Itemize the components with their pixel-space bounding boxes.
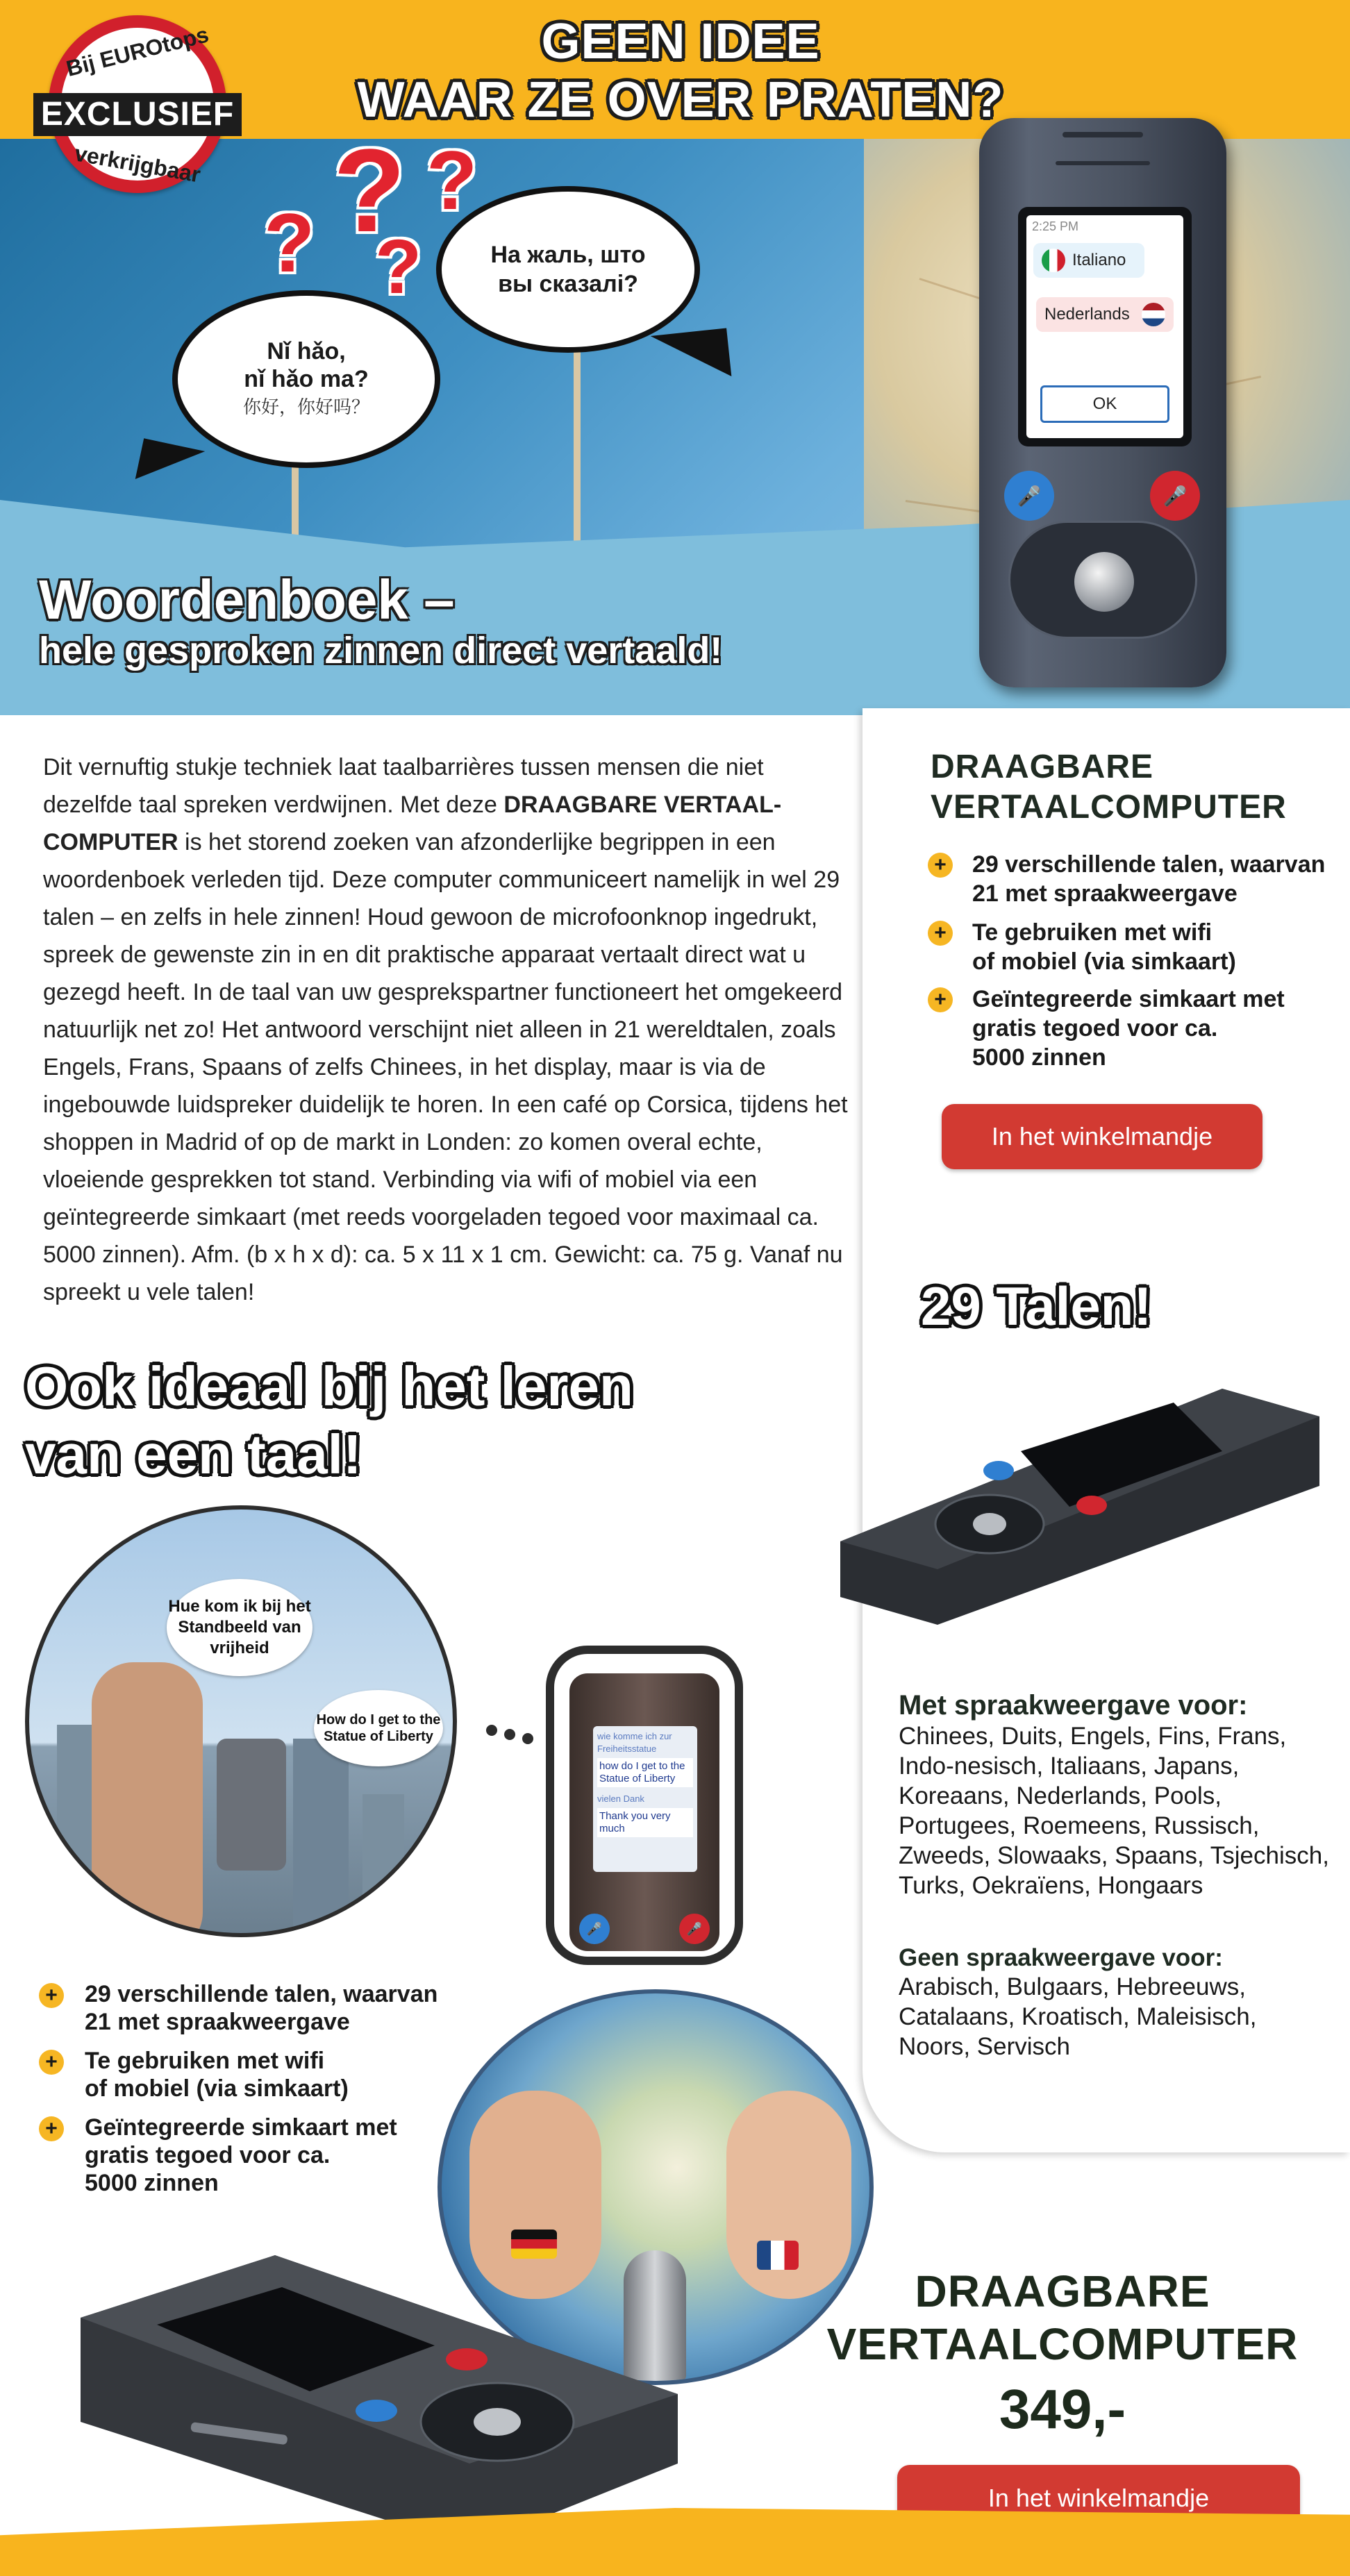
- netherlands-flag-icon: [1142, 303, 1165, 326]
- feature-item: + Geïntegreerde simkaart met gratis tegoed voor ca. 5000 zinnen: [928, 985, 1285, 1072]
- plus-icon: +: [928, 987, 953, 1012]
- translator-device-image: [979, 118, 1226, 687]
- bubble-text: nǐ hǎo ma?: [244, 366, 369, 392]
- french-flag-icon: [757, 2241, 799, 2270]
- speech-bubble-chinese: [172, 290, 440, 468]
- translator-device-side-image: [833, 1375, 1319, 1625]
- microphone-blue-button[interactable]: 🎤: [1004, 471, 1054, 521]
- bubble-tail: [651, 328, 732, 384]
- bubble-text: Nǐ hǎo,: [267, 338, 346, 365]
- plus-icon: +: [39, 2116, 64, 2141]
- connector-dots: [486, 1722, 549, 1736]
- question-mark-icon: ?: [426, 134, 478, 227]
- question-mark-icon: ?: [333, 125, 406, 257]
- ok-button[interactable]: OK: [1040, 385, 1169, 423]
- device-speaker: [1056, 161, 1150, 165]
- question-mark-icon: ?: [375, 224, 422, 310]
- hero-title: GEEN IDEE WAAR ZE OVER PRATEN?: [357, 14, 1004, 128]
- no-speech-languages-heading: Geen spraakweergave voor:: [899, 1944, 1223, 1971]
- description-highlight: DRAAGBARE VERTAAL-COMPUTER: [43, 792, 782, 855]
- feature-item: + 29 verschillende talen, waarvan 21 met spraakweergave: [39, 1980, 438, 2036]
- navigation-pad[interactable]: [1008, 521, 1197, 639]
- add-to-cart-button[interactable]: In het winkelmandje: [942, 1104, 1262, 1169]
- device-body: [569, 1673, 719, 1951]
- person-silhouette: [92, 1662, 203, 1937]
- feature-item: + 29 verschillende talen, waarvan 21 met spraakweergave: [928, 850, 1325, 908]
- learning-title: Ook ideaal bij het leren van een taal!: [25, 1355, 633, 1485]
- speech-languages-heading: Met spraakweergave voor:: [899, 1690, 1248, 1721]
- price: 349,-: [999, 2378, 1126, 2440]
- device-screen: [1018, 207, 1192, 446]
- feature-item: + Geïntegreerde simkaart met gratis tegoed voor ca. 5000 zinnen: [39, 2114, 397, 2197]
- bubble-text: вы сказалі?: [498, 271, 638, 297]
- speech-languages-block: [899, 1690, 1329, 1900]
- device-chat-screen: wie komme ich zur Freiheitsstatue how do I get to the Statue of Liberty vielen Dank Thank you very much: [593, 1726, 697, 1872]
- no-speech-languages-block: [899, 1944, 1329, 2061]
- microphone-blue-button[interactable]: 🎤: [579, 1914, 610, 1944]
- lang-pill-from: Italiano: [1033, 243, 1144, 278]
- city-photo: [25, 1505, 457, 1937]
- hero-subtitle-line2: hele gesproken zinnen direct vertaald!: [39, 630, 723, 671]
- device-in-hand: [217, 1739, 286, 1871]
- plus-icon: +: [39, 2050, 64, 2075]
- exclusive-badge: [33, 15, 242, 203]
- translator-device-bottom-image: [81, 2255, 678, 2547]
- badge-bottom-text: verkrijgbaar: [72, 140, 203, 187]
- plus-icon: +: [928, 853, 953, 878]
- sidebar-title: DRAAGBARE VERTAALCOMPUTER: [931, 748, 1287, 826]
- italy-flag-icon: [1042, 249, 1065, 272]
- question-mark-icon: ?: [264, 196, 315, 290]
- badge-ribbon: EXCLUSIEF: [33, 93, 242, 136]
- price-product-title: DRAAGBARE VERTAALCOMPUTER: [826, 2266, 1299, 2369]
- microphone-red-button[interactable]: 🎤: [1150, 471, 1200, 521]
- status-time: 2:25 PM: [1032, 219, 1079, 233]
- badge-top-text: Bij EUROtops: [63, 22, 212, 81]
- microphone-red-button[interactable]: 🎤: [679, 1914, 710, 1944]
- bubble-text: 你好，你好吗？: [242, 396, 369, 417]
- feature-item: + Te gebruiken met wifi of mobiel (via simkaart): [39, 2047, 349, 2102]
- plus-icon: +: [39, 1983, 64, 2008]
- bubble-text: На жаль, што: [490, 242, 646, 268]
- feature-item: + Te gebruiken met wifi of mobiel (via simkaart): [928, 918, 1236, 976]
- hero-subtitle: Woordenboek –: [39, 569, 455, 630]
- add-to-cart-button-bottom[interactable]: In het winkelmandje: [897, 2465, 1300, 2532]
- nav-center-button[interactable]: [1074, 552, 1134, 612]
- no-speech-languages-list: Arabisch, Bulgaars, Hebreeuws, Catalaans, Kroatisch, Maleisisch, Noors, Servisch: [899, 1973, 1257, 2060]
- speech-bubble-dutch: Hue kom ik bij het Standbeeld van vrijheid: [167, 1579, 312, 1676]
- speech-bubble-english: How do I get to the Statue of Liberty: [314, 1690, 443, 1766]
- device-closeup: [546, 1646, 743, 1965]
- plus-icon: +: [928, 921, 953, 946]
- product-description: Dit vernuftig stukje techniek laat taalbarrières tussen mensen die niet dezelfde taal spreken verdwijnen. Met deze DRAAGBARE VERTAAL-COMPUTER is het storend zoeken van afzonderlijke begrippen in een woordenboek verleden tijd. Deze computer communiceert namelijk in wel 29 talen – en zelfs in hele zinnen! Houd gewoon de microfoonknop ingedrukt, spreek de gewenste zin in en dit praktische apparaat vertaalt direct wat u gezegd heeft. In de taal van uw gesprekspartner functioneert het omgekeerd natuurlijk net zo! Het antwoord verschijnt niet alleen in 21 wereldtalen, zoals Engels, Frans, Spaans of zelfs Chinees, in het display, maar is via de ingebouwde luidspreker duidelijk te horen. In een café op Corsica, tijdens het shoppen in Madrid of op de markt in Londen: zo komen overal echte, vloeiende gesprekken tot stand. Verbinding via wifi of mobiel via een geïntegreerde simkaart (met reeds voorgeladen tegoed voor maximaal ca. 5000 zinnen). Afm. (b x h x d): ca. 5 x 11 x 1 cm. Gewicht: ca. 75 g. Vanaf nu spreekt u vele talen!: [43, 754, 848, 1305]
- german-flag-icon: [511, 2230, 557, 2259]
- speech-languages-list: Chinees, Duits, Engels, Fins, Frans, Indo-nesisch, Italiaans, Japans, Koreaans, Nederlands, Pools, Portugees, Roemeens, Russisch, Zweeds, Slowaaks, Spaans, Tsjechisch, Turks, Oekraïens, Hongaars: [899, 1723, 1329, 1899]
- lang-pill-to: Nederlands: [1036, 297, 1174, 332]
- device-slot: [1062, 132, 1143, 137]
- speech-bubble-russian: [436, 186, 700, 353]
- talen-title: 29 Talen!: [921, 1276, 1152, 1337]
